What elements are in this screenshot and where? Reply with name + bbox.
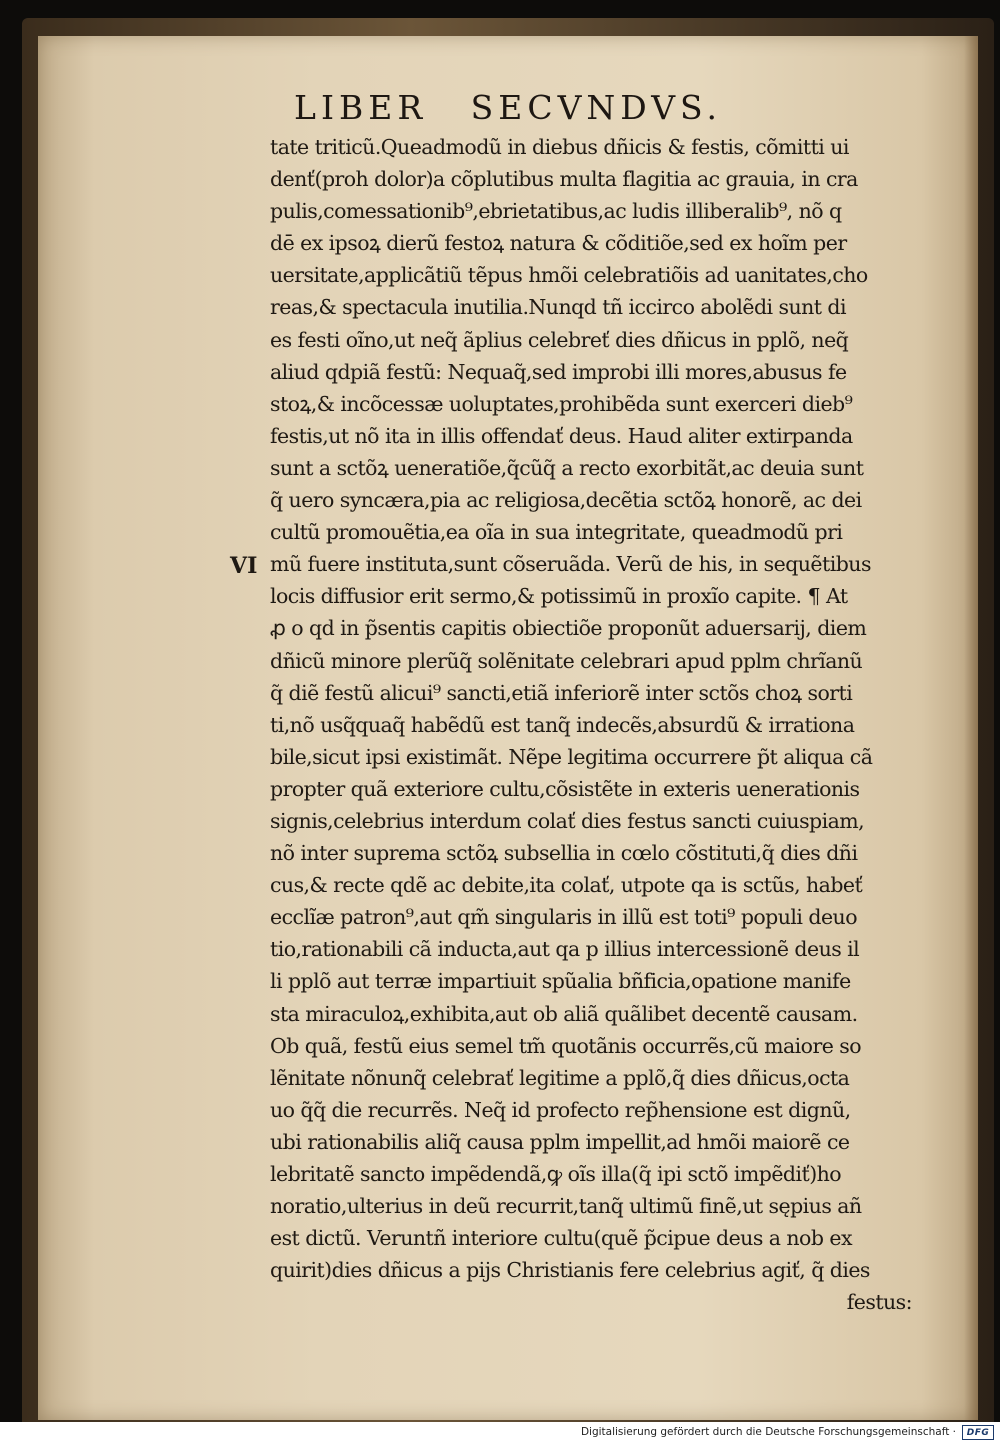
text-line: lebritatẽ sancto impẽdendã,ꝙ oĩs illa(q̃ ipi sctõ impẽdiť)ho: [270, 1162, 842, 1186]
text-line: locis diffusior erit sermo,& potissimũ in proxĩo capite. ¶ At: [270, 584, 848, 609]
text-line: festus:: [846, 1290, 912, 1315]
text-line: ubi rationabilis aliq̃ causa pplm impellit,ad hmõi maiorẽ ce: [270, 1129, 850, 1154]
page-shadow-rim: [964, 36, 978, 1420]
text-line: q̃ uero syncæra,pia ac religiosa,decẽtia sctõꝝ honorẽ, ac dei: [270, 488, 862, 513]
text-line: signis,celebrius interdum colať dies festus sancti cuiuspiam,: [270, 808, 865, 833]
text-line: bile,sicut ipsi existimãt. Nẽpe legitima occurrere p̃t aliqua cã: [270, 744, 873, 769]
text-line: sunt a sctõꝝ ueneratiõe,q̃cũq̃ a recto exorbitãt,ac deuia sunt: [270, 455, 864, 480]
dfg-logo-icon: DFG: [962, 1425, 994, 1440]
text-line: es festi oĩno,ut neq̃ ãplius celebreť dies dñicus in pplõ, neq̃: [270, 327, 849, 352]
text-line: est dictũ. Veruntñ interiore cultu(quẽ p̃cipue deus a nob ex: [270, 1226, 852, 1251]
text-line: lẽnitate nõnunq̃ celebrať legitime a pplõ,q̃ dies dñicus,octa: [270, 1065, 850, 1090]
text-line: aliud qdpiã festũ: Nequaq̃,sed improbi illi mores,abusus fe: [270, 359, 847, 384]
text-line: uo q̃q̃ die recurrẽs. Neq̃ id profecto rep̃hensione est dignũ,: [270, 1097, 851, 1122]
text-line: denť(proh dolor)a cõplutibus multa flagitia ac grauia, in cra: [270, 167, 858, 192]
margin-note: VI: [230, 553, 258, 579]
text-line: ti,nõ usq̃quaq̃ habẽdũ est tanq̃ indecẽs,absurdũ & irrationa: [270, 712, 855, 737]
footer-credit: Digitalisierung gefördert durch die Deutsche Forschungsgemeinschaft ·: [580, 1426, 956, 1438]
text-line: mũ fuere instituta,sunt cõseruãda. Verũ de his, in sequẽtibus: [270, 552, 871, 577]
text-line: li pplõ aut terræ impartiuit spũalia bñficia,opatione manife: [270, 969, 851, 994]
text-line: tate triticũ.Queadmodũ in diebus dñicis & festis, cõmitti ui: [270, 135, 849, 159]
book-page: [38, 36, 978, 1420]
text-line: nõ inter suprema sctõꝝ subsellia in cœlo cõstituti,q̃ dies dñi: [270, 841, 858, 866]
digitization-footer: [0, 1422, 1000, 1444]
text-line: noratio,ulterius in deũ recurrit,tanq̃ ultimũ finẽ,ut sępius añ: [270, 1194, 862, 1219]
text-line: Ob quã, festũ eius semel tm̃ quotãnis occurrẽs,cũ maiore so: [270, 1033, 862, 1058]
running-head: LIBER SECVNDVS.: [294, 88, 722, 127]
text-line: dñicũ minore plerũq̃ solẽnitate celebrari apud pplm chrĩanũ: [270, 648, 863, 673]
text-line: reas,& spectacula inutilia.Nunqd tñ iccirco abolẽdi sunt di: [270, 295, 847, 320]
text-line: propter quã exteriore cultu,cõsistẽte in exteris uenerationis: [270, 776, 860, 801]
text-block: [270, 131, 962, 1318]
text-line: sta miraculoꝝ,exhibita,aut ob aliã quãlibet decentẽ causam.: [270, 1001, 858, 1026]
text-line: festis,ut nõ ita in illis offendať deus. Haud aliter extirpanda: [270, 423, 853, 448]
text-line: pulis,comessationib⁹,ebrietatibus,ac ludis illiberalib⁹, nõ q: [270, 199, 842, 224]
text-line: q̃ diẽ festũ alicui⁹ sancti,etiã inferiorẽ inter sctõs choꝝ sorti: [270, 680, 853, 705]
text-line: uersitate,applicãtiũ tẽpus hmõi celebratiõis ad uanitates,cho: [270, 263, 868, 288]
text-line: ꝓ o qd in p̃sentis capitis obiectiõe proponũt aduersarij, diem: [270, 616, 867, 641]
text-line: tio,rationabili cã inducta,aut qa p illius intercessionẽ deus il: [270, 937, 860, 962]
text-line: stoꝝ,& incõcessæ uoluptates,prohibẽda sunt exerceri dieb⁹: [270, 391, 853, 416]
text-line: dē ex ipsoꝝ dierũ festoꝝ natura & cõditiõe,sed ex hoĩm per: [270, 231, 847, 256]
text-line: cultũ promouẽtia,ea oĩa in sua integritate, queadmodũ pri: [270, 520, 843, 545]
text-line: ecclĩæ patron⁹,aut qm̃ singularis in illũ est toti⁹ populi deuo: [270, 905, 857, 930]
text-line: cus,& recte qdẽ ac debite,ita colať, utpote qa is sctũs, habeť: [270, 873, 863, 898]
text-line: quirit)dies dñicus a pijs Christianis fere celebrius agiť, q̃ dies: [270, 1258, 870, 1283]
